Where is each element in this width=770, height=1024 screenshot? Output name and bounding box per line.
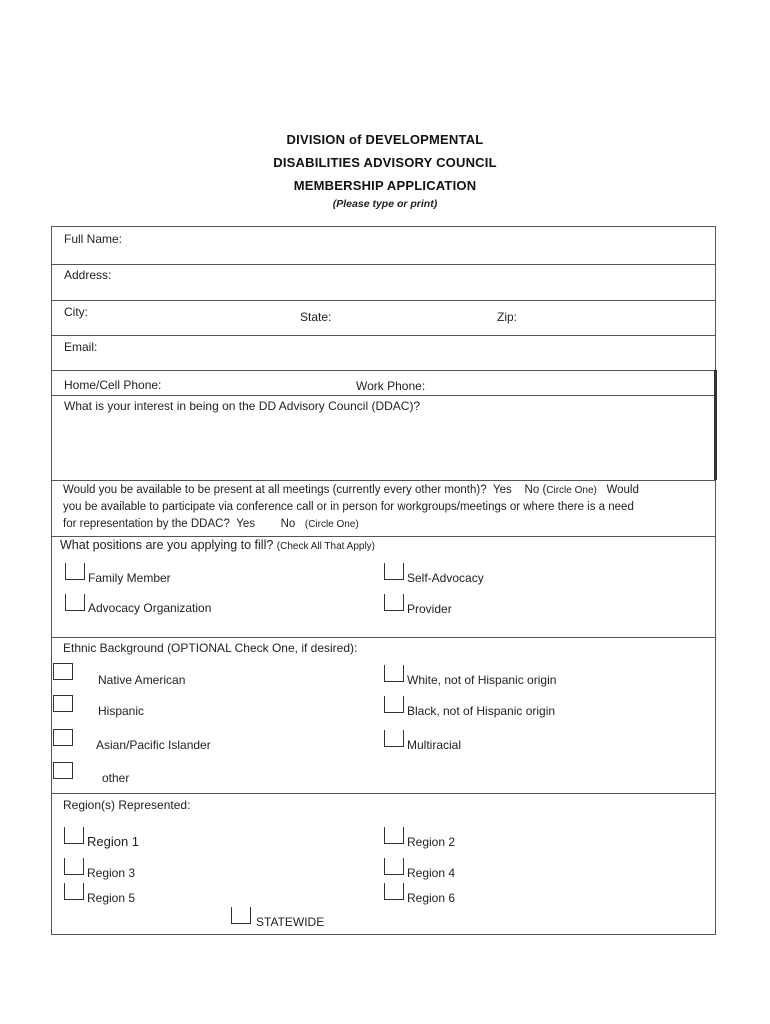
checkbox-hispanic[interactable]	[53, 695, 73, 712]
option-label: Hispanic	[98, 704, 145, 718]
availability-no-2[interactable]: No	[280, 518, 296, 530]
full-name-label: Full Name:	[64, 232, 123, 246]
home-phone-label: Home/Cell Phone:	[64, 378, 162, 392]
option-label: Region 5	[87, 891, 136, 905]
positions-hint: (Check All That Apply)	[276, 541, 375, 552]
availability-line-3: for representation by the DDAC?	[63, 518, 230, 530]
divider	[51, 370, 716, 371]
option-label: other	[102, 771, 130, 785]
email-label: Email:	[64, 340, 98, 354]
option-label: Advocacy Organization	[88, 601, 212, 615]
checkbox-region-3[interactable]	[64, 858, 84, 875]
option-label: Region 4	[407, 866, 456, 880]
zip-field[interactable]	[525, 302, 710, 334]
checkbox-provider[interactable]	[384, 594, 404, 611]
option-label: Region 6	[407, 891, 456, 905]
availability-no-1[interactable]: No (	[524, 484, 547, 496]
checkbox-region-4[interactable]	[384, 858, 404, 875]
form-title-line-2: DISABILITIES ADVISORY COUNCIL	[273, 155, 497, 170]
checkbox-region-6[interactable]	[384, 883, 404, 900]
city-label: City:	[64, 305, 88, 319]
email-field[interactable]	[105, 337, 710, 369]
checkbox-multiracial[interactable]	[384, 730, 404, 747]
availability-q2-start: Would	[606, 484, 639, 496]
checkbox-advocacy-organization[interactable]	[65, 594, 85, 611]
city-field[interactable]	[100, 302, 290, 334]
divider	[51, 335, 716, 336]
option-label: Region 2	[407, 835, 456, 849]
work-phone-field[interactable]	[432, 372, 710, 394]
option-label: Region 1	[87, 834, 140, 849]
option-label: Asian/Pacific Islander	[96, 738, 211, 752]
option-label: Native American	[98, 673, 186, 687]
option-label: Provider	[407, 602, 452, 616]
divider	[51, 793, 716, 794]
option-label: STATEWIDE	[256, 915, 325, 929]
checkbox-native-american[interactable]	[53, 663, 73, 680]
full-name-field[interactable]	[135, 228, 710, 262]
checkbox-region-1[interactable]	[64, 827, 84, 844]
state-label: State:	[300, 310, 332, 324]
divider	[51, 637, 716, 638]
checkbox-family-member[interactable]	[65, 563, 85, 580]
availability-yes-1[interactable]: Yes	[493, 484, 512, 496]
checkbox-statewide[interactable]	[231, 907, 251, 924]
divider	[51, 480, 716, 481]
address-label: Address:	[64, 268, 112, 282]
address-field[interactable]	[120, 266, 710, 298]
work-phone-label: Work Phone:	[356, 379, 426, 393]
option-label: Family Member	[88, 571, 171, 585]
checkbox-self-advocacy[interactable]	[384, 563, 404, 580]
option-label: Multiracial	[407, 738, 462, 752]
divider	[51, 264, 716, 265]
regions-question: Region(s) Represented:	[63, 798, 191, 812]
ethnic-question: Ethnic Background (OPTIONAL Check One, if desired):	[63, 641, 358, 655]
availability-question	[63, 482, 713, 533]
option-label: Self-Advocacy	[407, 571, 484, 585]
checkbox-asian-pacific-islander[interactable]	[53, 729, 73, 746]
home-phone-field[interactable]	[170, 372, 350, 394]
form-title-line-3: MEMBERSHIP APPLICATION	[293, 178, 477, 193]
availability-line-2: you be available to participate via conference call or in person for workgroups/meetings or where there is a need	[63, 501, 634, 513]
form-title-line-1: DIVISION of DEVELOPMENTAL	[286, 132, 484, 147]
form-instructions: (Please type or print)	[332, 198, 438, 210]
divider	[51, 536, 716, 537]
interest-answer-field[interactable]	[60, 415, 710, 477]
circle-one-note: (Circle One)	[304, 519, 359, 530]
option-label: White, not of Hispanic origin	[407, 673, 557, 687]
divider	[51, 395, 716, 396]
state-field[interactable]	[340, 302, 490, 334]
checkbox-black[interactable]	[384, 696, 404, 713]
option-label: Black, not of Hispanic origin	[407, 704, 556, 718]
circle-one-note: Circle One)	[546, 485, 597, 496]
divider	[51, 300, 716, 301]
availability-yes-2[interactable]: Yes	[236, 518, 255, 530]
positions-question-text: What positions are you applying to fill?	[60, 538, 274, 552]
checkbox-region-5[interactable]	[64, 883, 84, 900]
option-label: Region 3	[87, 866, 136, 880]
positions-question	[60, 538, 375, 552]
zip-label: Zip:	[497, 310, 518, 324]
availability-q1: Would you be available to be present at all meetings (currently every other month)?	[63, 484, 487, 496]
checkbox-white[interactable]	[384, 665, 404, 682]
checkbox-other[interactable]	[53, 762, 73, 779]
border-accent	[714, 370, 717, 480]
checkbox-region-2[interactable]	[384, 827, 404, 844]
interest-question: What is your interest in being on the DD Advisory Council (DDAC)?	[64, 399, 421, 413]
